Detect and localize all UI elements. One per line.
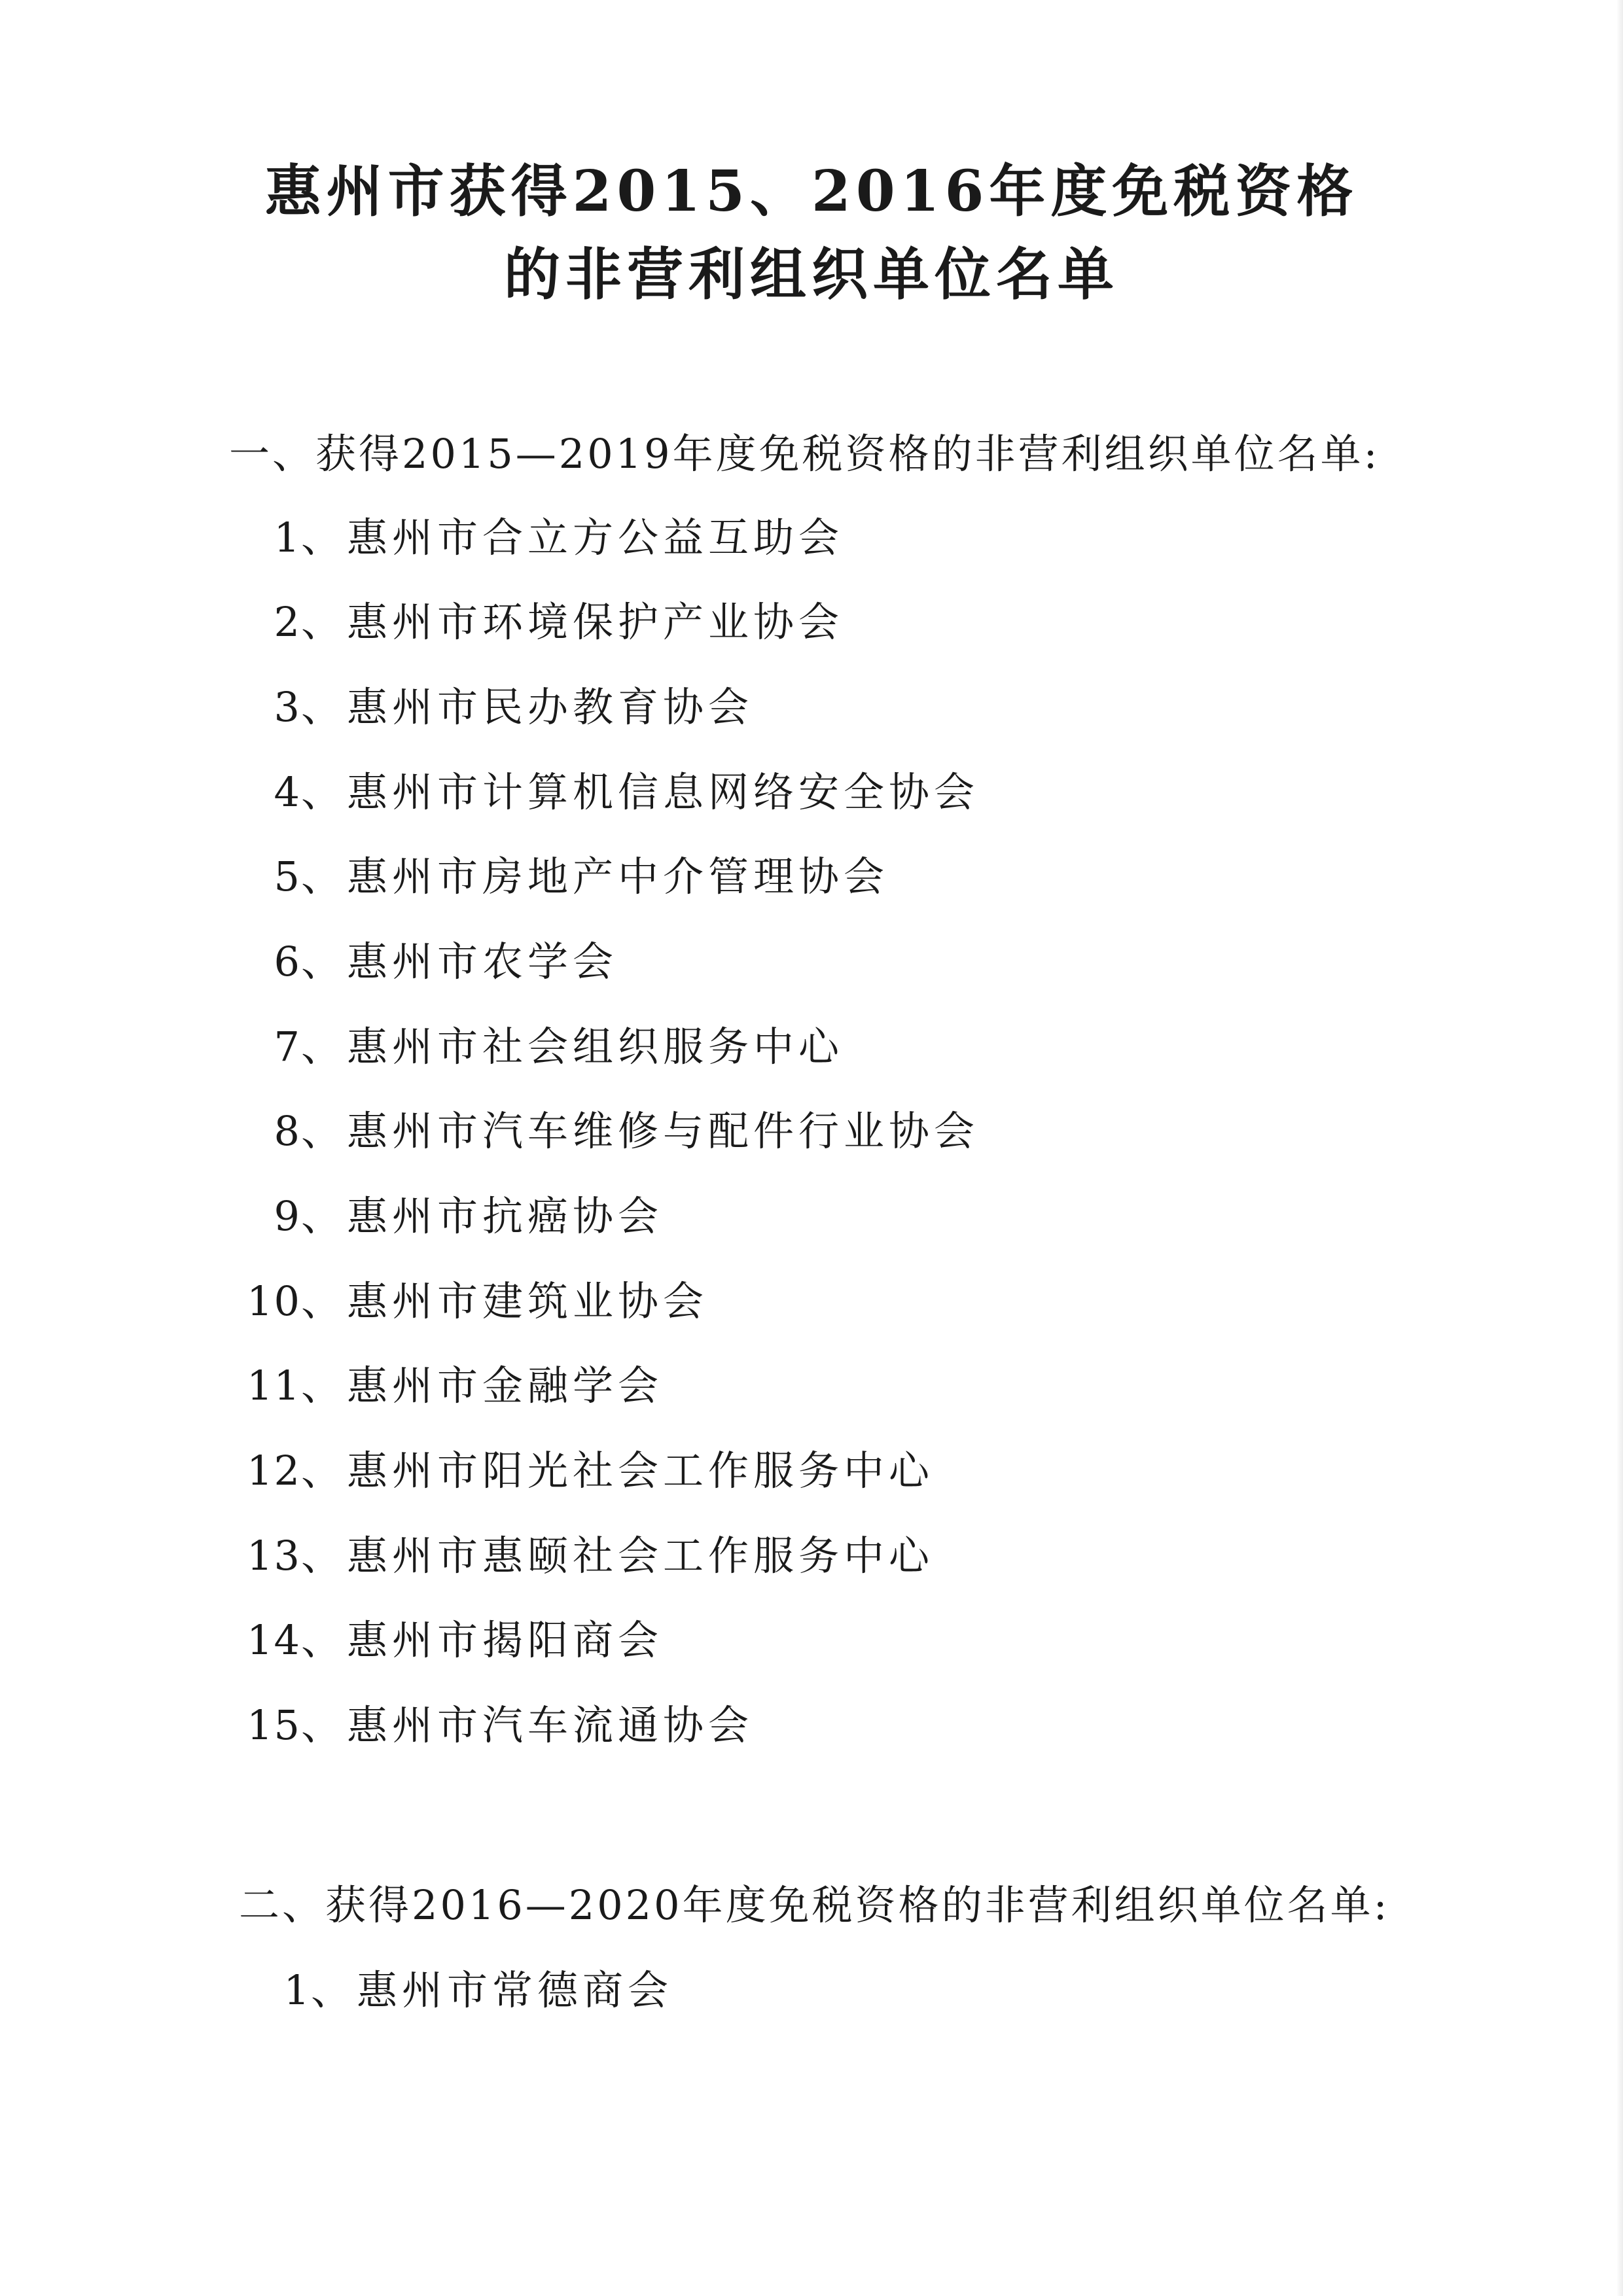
item-separator: 、	[301, 938, 347, 985]
section-1-list-item	[223, 596, 844, 648]
organization-name: 惠州市计算机信息网络安全协会	[347, 768, 980, 816]
section-1-list-item	[223, 1699, 753, 1752]
item-number: 4	[274, 768, 301, 816]
section-1-list-item	[223, 1275, 708, 1328]
item-number: 3	[274, 683, 301, 731]
section-1-list-item	[223, 936, 618, 988]
organization-name: 惠州市环境保护产业协会	[347, 598, 844, 646]
item-number: 10	[247, 1277, 301, 1325]
item-separator: 、	[301, 1701, 347, 1749]
organization-name: 惠州市阳光社会工作服务中心	[347, 1447, 935, 1494]
organization-name: 惠州市社会组织服务中心	[347, 1023, 844, 1070]
organization-name: 惠州市汽车维修与配件行业协会	[347, 1107, 980, 1155]
section-2-list-item	[232, 1964, 673, 2017]
item-separator: 、	[301, 1532, 347, 1580]
organization-name: 惠州市揭阳商会	[347, 1616, 664, 1664]
item-separator: 、	[311, 1966, 357, 2014]
item-number: 7	[274, 1023, 301, 1070]
item-number: 1	[283, 1966, 311, 2014]
item-separator: 、	[301, 1362, 347, 1409]
organization-name: 惠州市民办教育协会	[347, 683, 754, 731]
section-1-list-item	[223, 681, 753, 733]
item-separator: 、	[301, 598, 347, 646]
organization-name: 惠州市农学会	[347, 938, 618, 985]
organization-name: 惠州市房地产中介管理协会	[347, 853, 889, 900]
item-separator: 、	[301, 514, 347, 561]
organization-name: 惠州市惠颐社会工作服务中心	[347, 1532, 935, 1580]
section-1-list-item	[223, 1445, 934, 1497]
item-number: 6	[274, 938, 301, 985]
item-separator: 、	[301, 1192, 347, 1240]
item-number: 8	[274, 1107, 301, 1155]
section-1-list-item	[223, 766, 979, 819]
item-separator: 、	[301, 768, 347, 816]
section-2-heading: 二、获得2016—2020年度免税资格的非营利组织单位名单:	[239, 1881, 1390, 1929]
item-number: 12	[247, 1447, 301, 1494]
section-1-list-item	[223, 1190, 663, 1243]
section-1-list-item	[223, 851, 889, 903]
section-1-heading: 一、获得2015—2019年度免税资格的非营利组织单位名单:	[229, 430, 1380, 478]
item-number: 2	[274, 598, 301, 646]
item-separator: 、	[301, 1616, 347, 1664]
item-number: 14	[247, 1616, 301, 1664]
item-separator: 、	[301, 853, 347, 900]
item-separator: 、	[301, 1107, 347, 1155]
organization-name: 惠州市金融学会	[347, 1362, 664, 1409]
organization-name: 惠州市常德商会	[357, 1966, 673, 2014]
item-number: 13	[247, 1532, 301, 1580]
section-1-list-item	[223, 1360, 663, 1412]
item-number: 9	[274, 1192, 301, 1240]
document-title-line-1: 惠州市获得2015、2016年度免税资格	[264, 158, 1359, 224]
item-number: 15	[247, 1701, 301, 1749]
section-1-list-item	[223, 1021, 844, 1073]
item-separator: 、	[301, 1023, 347, 1070]
section-1-list-item	[223, 1105, 979, 1157]
item-number: 1	[274, 514, 301, 561]
section-1-list-item	[223, 512, 844, 564]
organization-name: 惠州市汽车流通协会	[347, 1701, 754, 1749]
organization-name: 惠州市建筑业协会	[347, 1277, 709, 1325]
item-number: 5	[274, 853, 301, 900]
section-1-list-item	[223, 1614, 663, 1667]
item-number: 11	[247, 1362, 301, 1409]
item-separator: 、	[301, 683, 347, 731]
scan-edge	[1616, 0, 1623, 2296]
organization-name: 惠州市抗癌协会	[347, 1192, 664, 1240]
document-title-line-2: 的非营利组织单位名单	[504, 241, 1119, 308]
organization-name: 惠州市合立方公益互助会	[347, 514, 844, 561]
item-separator: 、	[301, 1277, 347, 1325]
section-1-list-item	[223, 1530, 934, 1582]
item-separator: 、	[301, 1447, 347, 1494]
